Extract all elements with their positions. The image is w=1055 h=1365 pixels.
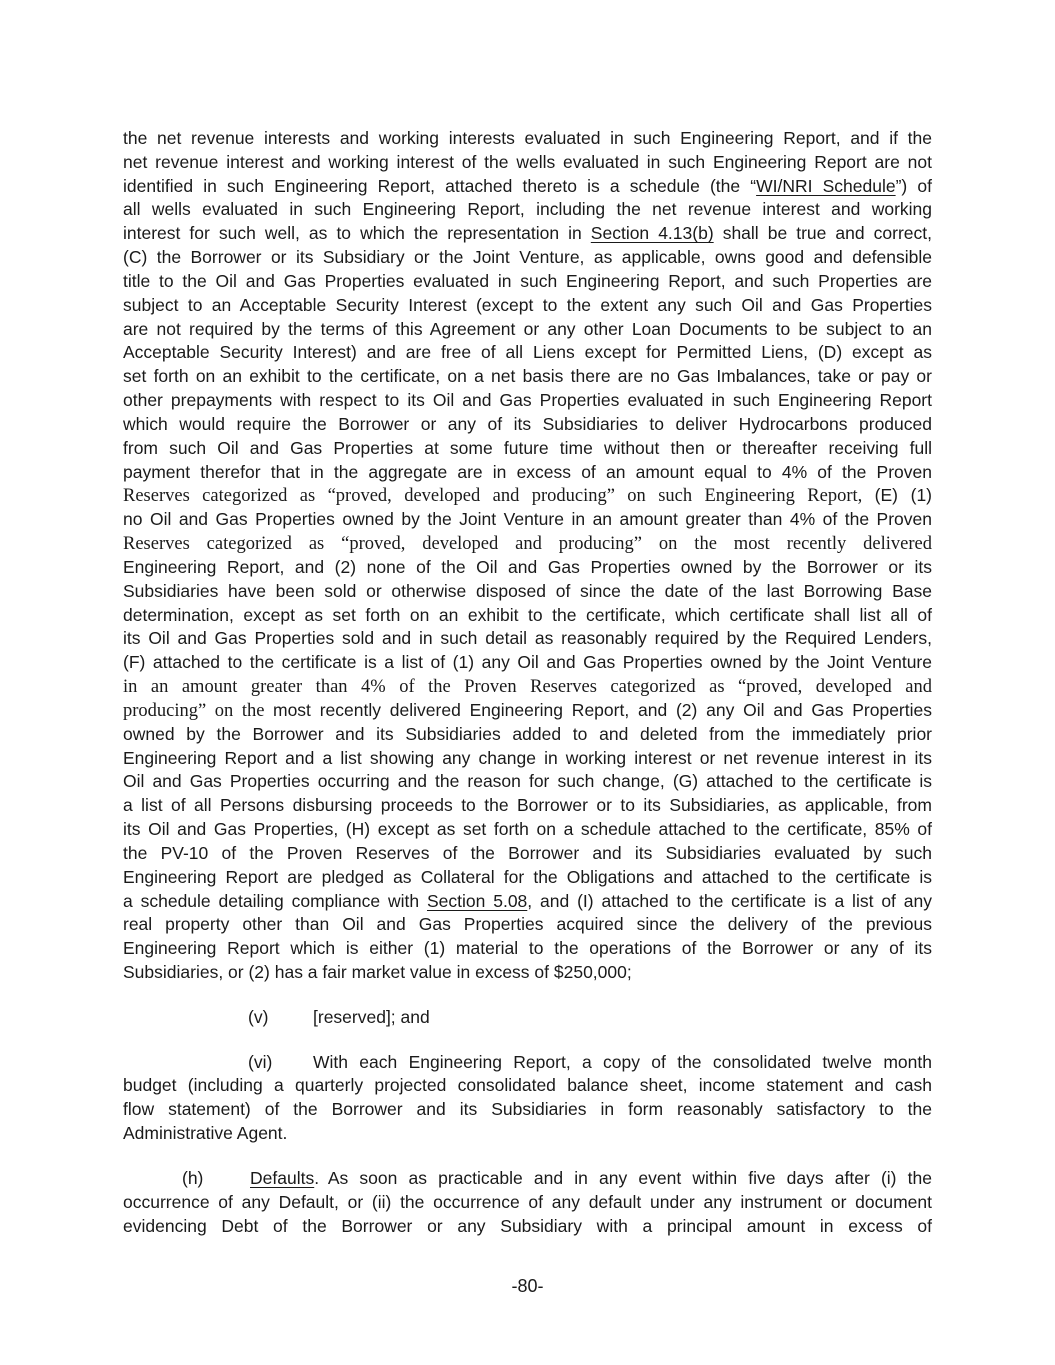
text-segment: which would require the Borrower or any of its Subsidiaries to deliver Hydrocarbons produced <box>123 413 932 434</box>
text-segment: Reserves categorized as “proved, developed and producing” on the most recently delivered <box>123 534 932 555</box>
text-segment: determination, except as set forth on an exhibit to the certificate, which certificate shall list all of <box>123 604 932 625</box>
text-line <box>123 747 932 771</box>
text-segment: (C) the Borrower or its Subsidiary or the Joint Venture, as applicable, owns good and defensible <box>123 247 932 268</box>
text-segment: a list of all Persons disbursing proceeds to the Borrower or to its Subsidiaries, as applicable, from <box>123 795 932 816</box>
text-segment: occurrence of any Default, or (ii) the occurrence of any default under any instrument or document <box>123 1191 932 1212</box>
text-segment: Oil and Gas Properties occurring and the reason for such change, (G) attached to the certificate is <box>123 771 932 792</box>
text-line <box>123 508 932 532</box>
text-segment: Reserves categorized as “proved, developed and producing” on such Engineering Report, <box>123 486 875 507</box>
text-segment: [reserved]; and <box>313 1006 430 1027</box>
text-segment: subject to an Acceptable Security Interest (except to the extent any such Oil and Gas Properties <box>123 294 932 315</box>
text-line <box>123 1074 932 1098</box>
text-line <box>123 580 932 604</box>
text-segment: evidencing Debt of the Borrower or any Subsidiary with a principal amount in excess of <box>123 1215 932 1236</box>
text-line <box>123 699 932 723</box>
clause-h <box>123 1167 932 1238</box>
text-line <box>123 389 932 413</box>
text-line <box>123 198 932 222</box>
clause-v <box>123 1006 932 1030</box>
text-line <box>123 341 932 365</box>
text-segment: Engineering Report are pledged as Collateral for the Obligations and attached to the certificate is <box>123 866 932 887</box>
text-segment: net revenue interest and working interest of the wells evaluated in such Engineering Report are not <box>123 151 932 172</box>
text-line <box>123 1122 932 1146</box>
text-segment: interest for such well, as to which the representation in <box>123 223 591 244</box>
text-segment: its Oil and Gas Properties sold and in such detail as reasonably required by the Required Lenders, <box>123 628 932 649</box>
text-line <box>123 461 932 485</box>
text-line <box>123 1167 932 1191</box>
text-line <box>123 246 932 270</box>
text-segment: (F) attached to the certificate is a list of (1) any Oil and Gas Properties owned by the Joint Venture <box>123 652 932 673</box>
text-line <box>123 1051 932 1075</box>
text-line <box>123 222 932 246</box>
text-segment: owned by the Borrower and its Subsidiaries added to and deleted from the immediately prior <box>123 723 932 744</box>
text-line <box>123 484 932 508</box>
text-segment: Acceptable Security Interest) and are free of all Liens except for Permitted Liens, (D) except as <box>123 342 932 363</box>
text-line <box>123 651 932 675</box>
text-line <box>123 675 932 699</box>
text-line <box>123 532 932 556</box>
text-segment: flow statement) of the Borrower and its Subsidiaries in form reasonably satisfactory to the <box>123 1099 932 1120</box>
text-line <box>123 913 932 937</box>
text-segment: Administrative Agent. <box>123 1123 288 1144</box>
text-segment: its Oil and Gas Properties, (H) except as set forth on a schedule attached to the certificate, 85% of <box>123 819 932 840</box>
text-segment: other prepayments with respect to its Oil and Gas Properties evaluated in such Engineering Report <box>123 390 932 411</box>
section-reference: Defaults <box>250 1167 315 1188</box>
text-line <box>123 961 932 985</box>
text-segment: from such Oil and Gas Properties at some future time without then or thereafter receiving full <box>123 437 932 458</box>
text-segment: the PV-10 of the Proven Reserves of the Borrower and its Subsidiaries evaluated by such <box>123 842 932 863</box>
text-line <box>123 723 932 747</box>
text-line <box>123 794 932 818</box>
text-line <box>123 627 932 651</box>
section-reference: WI/NRI Schedule <box>756 175 896 196</box>
text-line <box>123 151 932 175</box>
page-footer <box>123 1276 932 1297</box>
text-line <box>123 365 932 389</box>
text-segment: Engineering Report, and (2) none of the Oil and Gas Properties owned by the Borrower or its <box>123 556 932 577</box>
text-segment: Subsidiaries, or (2) has a fair market value in excess of $250,000; <box>123 961 632 982</box>
text-segment: ”) of <box>895 175 933 196</box>
text-line <box>123 127 932 151</box>
text-segment: are not required by the terms of this Agreement or any other Loan Documents to be subject to an <box>123 318 932 339</box>
text-line <box>123 175 932 199</box>
text-segment: (E) (1) <box>874 485 933 506</box>
clause-label: (h) <box>182 1167 204 1188</box>
text-segment: With each Engineering Report, a copy of the consolidated twelve month <box>313 1051 932 1072</box>
clause-label: (v) <box>248 1006 269 1027</box>
text-line <box>123 604 932 628</box>
section-reference: Section 4.13(b) <box>590 223 714 244</box>
text-segment: a schedule detailing compliance with <box>123 890 427 911</box>
text-line <box>123 437 932 461</box>
text-segment: budget (including a quarterly projected consolidated balance sheet, income statement and cash <box>123 1075 932 1096</box>
text-line <box>123 890 932 914</box>
clause-label: (vi) <box>248 1051 273 1072</box>
text-segment: no Oil and Gas Properties owned by the Joint Venture in an amount greater than 4% of the Proven <box>123 509 932 530</box>
text-segment: most recently delivered Engineering Report, and (2) any Oil and Gas Properties <box>273 699 932 720</box>
text-line <box>123 842 932 866</box>
text-segment: set forth on an exhibit to the certificate, on a net basis there are no Gas Imbalances, take or pay or <box>123 366 932 387</box>
text-segment: shall be true and correct, <box>713 223 932 244</box>
text-line <box>123 413 932 437</box>
text-segment: Engineering Report and a list showing any change in working interest or net revenue interest in its <box>123 747 932 768</box>
text-line <box>123 818 932 842</box>
text-line <box>123 294 932 318</box>
text-line <box>123 270 932 294</box>
text-segment: title to the Oil and Gas Properties evaluated in such Engineering Report, and such Properties are <box>123 270 932 291</box>
text-line <box>123 1006 932 1030</box>
text-segment: all wells evaluated in such Engineering Report, including the net revenue interest and working <box>123 199 932 220</box>
text-line <box>123 318 932 342</box>
clause-vi <box>123 1051 932 1146</box>
page-number: -80- <box>511 1276 544 1296</box>
text-segment: in an amount greater than 4% of the Proven Reserves categorized as “proved, developed and <box>123 677 932 698</box>
text-segment: payment therefor that in the aggregate are in excess of an amount equal to 4% of the Proven <box>123 461 932 482</box>
text-line <box>123 1098 932 1122</box>
text-segment: producing” on the <box>123 700 273 721</box>
text-line <box>123 866 932 890</box>
text-line <box>123 1191 932 1215</box>
text-segment: . As soon as practicable and in any event within five days after (i) the <box>314 1167 932 1188</box>
text-segment: , and (I) attached to the certificate is a list of any <box>527 890 933 911</box>
section-reference: Section 5.08 <box>426 890 528 911</box>
text-segment: Engineering Report which is either (1) material to the operations of the Borrower or any of its <box>123 938 932 959</box>
text-segment: identified in such Engineering Report, attached thereto is a schedule (the “ <box>123 175 757 196</box>
text-segment: the net revenue interests and working interests evaluated in such Engineering Report, and if the <box>123 128 932 148</box>
text-line <box>123 1215 932 1239</box>
clause-continuation <box>123 127 932 985</box>
text-line <box>123 556 932 580</box>
text-line <box>123 937 932 961</box>
text-segment: Subsidiaries have been sold or otherwise disposed of since the date of the last Borrowing Base <box>123 580 932 601</box>
text-segment: real property other than Oil and Gas Properties acquired since the delivery of the previous <box>123 914 932 935</box>
document-body <box>123 127 932 1238</box>
text-line <box>123 770 932 794</box>
